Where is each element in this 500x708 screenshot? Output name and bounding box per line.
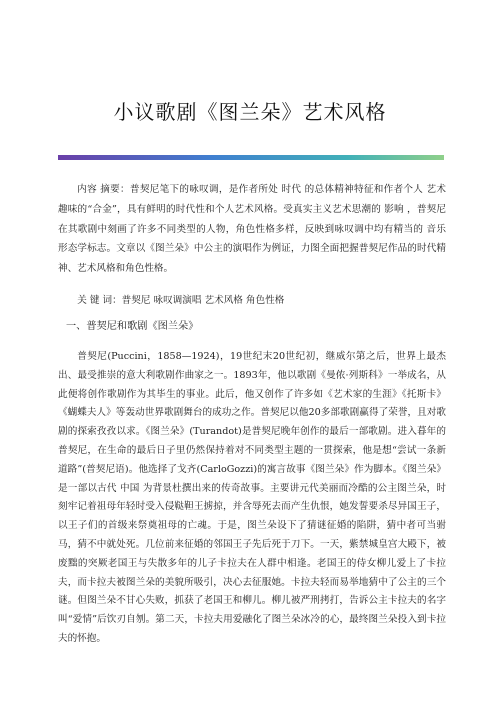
body-paragraph: 普契尼(Puccini，1858—1924)，19世纪末20世纪初，继威尔第之后，世界上最杰出、最受推崇的意大利歌剧作曲家之一。1893年，他以歌剧《曼侬·列斯科》一举成名，从此便将创作歌剧作为其毕生的事业。此后，他又创作了许多如《艺术家的生涯》《托斯卡》《蝴蝶夫人》等轰动世界歌剧舞台的成功之作。普契尼以他20多部歌剧赢得了荣誉，且对歌剧的探索孜孜以求。《图兰朵》(Turandot)是普契尼晚年创作的最后一部歌剧。进入暮年的普契尼，在生命的最后日子里仍然保持着对不同类型主题的一贯探索，他是想“尝试一条新道路”(普契尼语)。他选择了戈齐(CarloGozzi)的寓言故事《图兰朵》作为脚本。《图兰朵》是一部以古代 中国 为背景杜撰出来的传奇故事。主要讲元代美丽而冷酷的公主图兰朵，时刻牢记着祖母年轻时受入侵鞑靼王掳掠，并含辱死去而产生仇恨，她发誓要杀尽异国王子，以王子们的首级来祭奠祖母的亡魂。于是，图兰朵设下了猜谜征婚的陷阱，猜中者可当驸马，猜不中就处死。几位前来征婚的邻国王子先后死于刀下。一天，紫禁城皇宫大殿下，被废黜的突厥老国王与失散多年的儿子卡拉夫在人群中相逢。老国王的侍女柳儿爱上了卡拉夫，而卡拉夫被图兰朵的美貌所吸引，决心去征服她。卡拉夫轻而易举地猜中了公主的三个谜。但图兰朵不甘心失败，抓获了老国王和柳儿。柳儿被严刑拷打，告诉公主卡拉夫的名字叫“爱情”后饮刃自刎。第二天，卡拉夫用爱融化了图兰朵冰冷的心，最终图兰朵投入到卡拉夫的怀抱。 bbox=[58, 351, 446, 644]
abstract bbox=[58, 180, 446, 279]
abstract-text: 内容 摘要：普契尼笔下的咏叹调，是作者所处 时代 的总体精神特征和作者个人 艺术 趣味的“合金”，具有鲜明的时代性和个人艺术风格。受真实主义艺术思潮的 影响 ，普契尼在其歌剧中刻画了许多不同类型的人物，角色性格多样，反映到咏叹调中均有精当的 音乐 形态学标志。文章以《图兰朵》中公主的演唱作为例证，力图全面把握普契尼作品的时代精神、艺术风格和角色性格。 bbox=[58, 184, 446, 275]
keywords bbox=[58, 291, 446, 311]
body-text bbox=[58, 348, 446, 649]
keywords-text: 关 键 词：普契尼 咏叹调演唱 艺术风格 角色性格 bbox=[77, 295, 285, 306]
document-title: 小议歌剧《图兰朵》艺术风格 bbox=[113, 100, 387, 124]
title-divider bbox=[58, 155, 444, 160]
section-heading: 一、普契尼和歌剧《图兰朵》 bbox=[66, 321, 199, 332]
